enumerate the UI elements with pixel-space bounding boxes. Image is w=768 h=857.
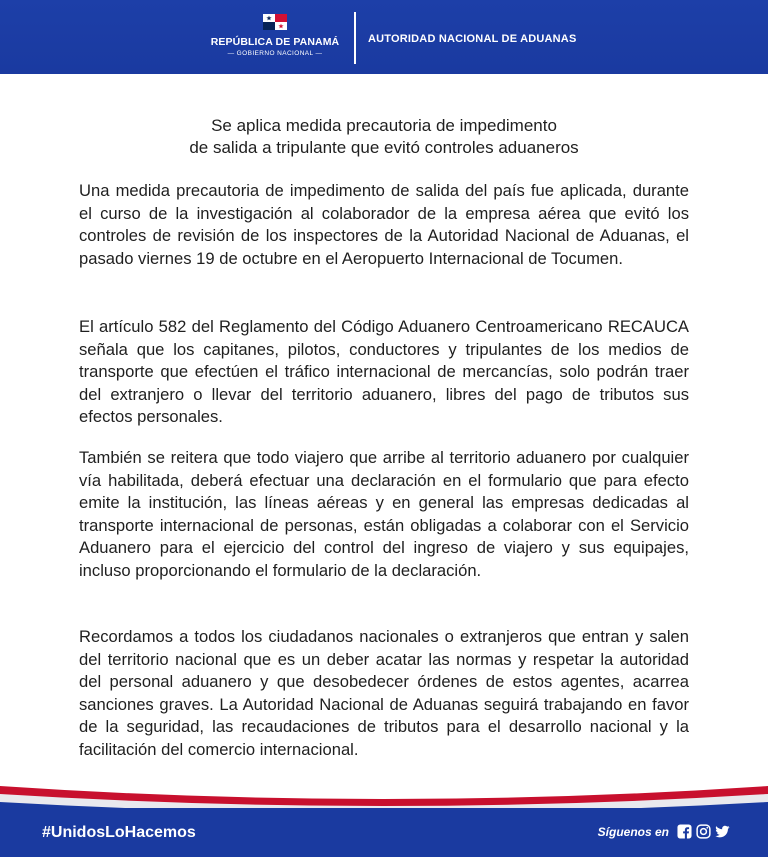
header-divider [354,12,356,64]
article-paragraph-2: El artículo 582 del Reglamento del Código Aduanero Centroamericano RECAUCA señala que los capitanes, pilotos, conductores y tripulantes de los medios de transporte que efectúen el tráfico internacional de mercancías, solo podrán traer del extranjero o llevar del territorio aduanero, libres del pago de tributos sus efectos personales. [79,317,689,427]
article-paragraph-1: Una medida precautoria de impedimento de salida del país fue aplicada, durante el curso de la investigación al colaborador de la empresa aérea que evitó los controles de revisión de los inspectores de la Autoridad Nacional de Aduanas, el pasado viernes 19 de octubre en el Aeropuerto Internacional de Tocumen. [79,181,689,268]
country-name: REPÚBLICA DE PANAMÁ [210,36,340,48]
government-logo [205,14,345,57]
article-title-line-2: de salida a tripulante que evitó controles aduaneros [189,138,579,157]
article-paragraph-4: Recordamos a todos los ciudadanos nacionales o extranjeros que entran y salen del territorio nacional que es un deber acatar las normas y respetar la autoridad del personal aduanero y que desobedecer órdenes de estos agentes, acarrea sanciones graves. La Autoridad Nacional de Aduanas seguirá trabajando en favor de la seguridad, las recaudaciones de tributos para el desarrollo nacional y la facilitación del comercio internacional. [79,627,689,759]
agency-name: AUTORIDAD NACIONAL DE ADUANAS [368,33,577,45]
article-title [0,115,768,159]
header-bar [0,0,768,74]
panama-flag-icon [263,14,287,30]
government-label-text: GOBIERNO NACIONAL [236,50,314,57]
follow-label: Síguenos en [597,824,669,839]
article-paragraph-3: También se reitera que todo viajero que arribe al territorio aduanero por cualquier vía habilitada, deberá efectuar una declaración en el formulario que para efecto emite la institución, las líneas aéreas y en general las empresas dedicadas al transporte internacional de personas, están obligadas a colaborar con el Servicio Aduanero para el ejercicio del control del ingreso de viajero y sus equipajes, incluso proporcionando el formulario de la declaración. [79,448,689,580]
instagram-icon[interactable] [696,824,711,839]
footer-bar [0,808,768,857]
hashtag: #UnidosLoHacemos [42,824,196,841]
facebook-icon[interactable] [677,824,692,839]
twitter-icon[interactable] [715,824,730,839]
social-links [598,824,730,839]
government-label: — GOBIERNO NACIONAL — [227,50,323,57]
article-title-line-1: Se aplica medida precautoria de impedimento [211,116,557,135]
